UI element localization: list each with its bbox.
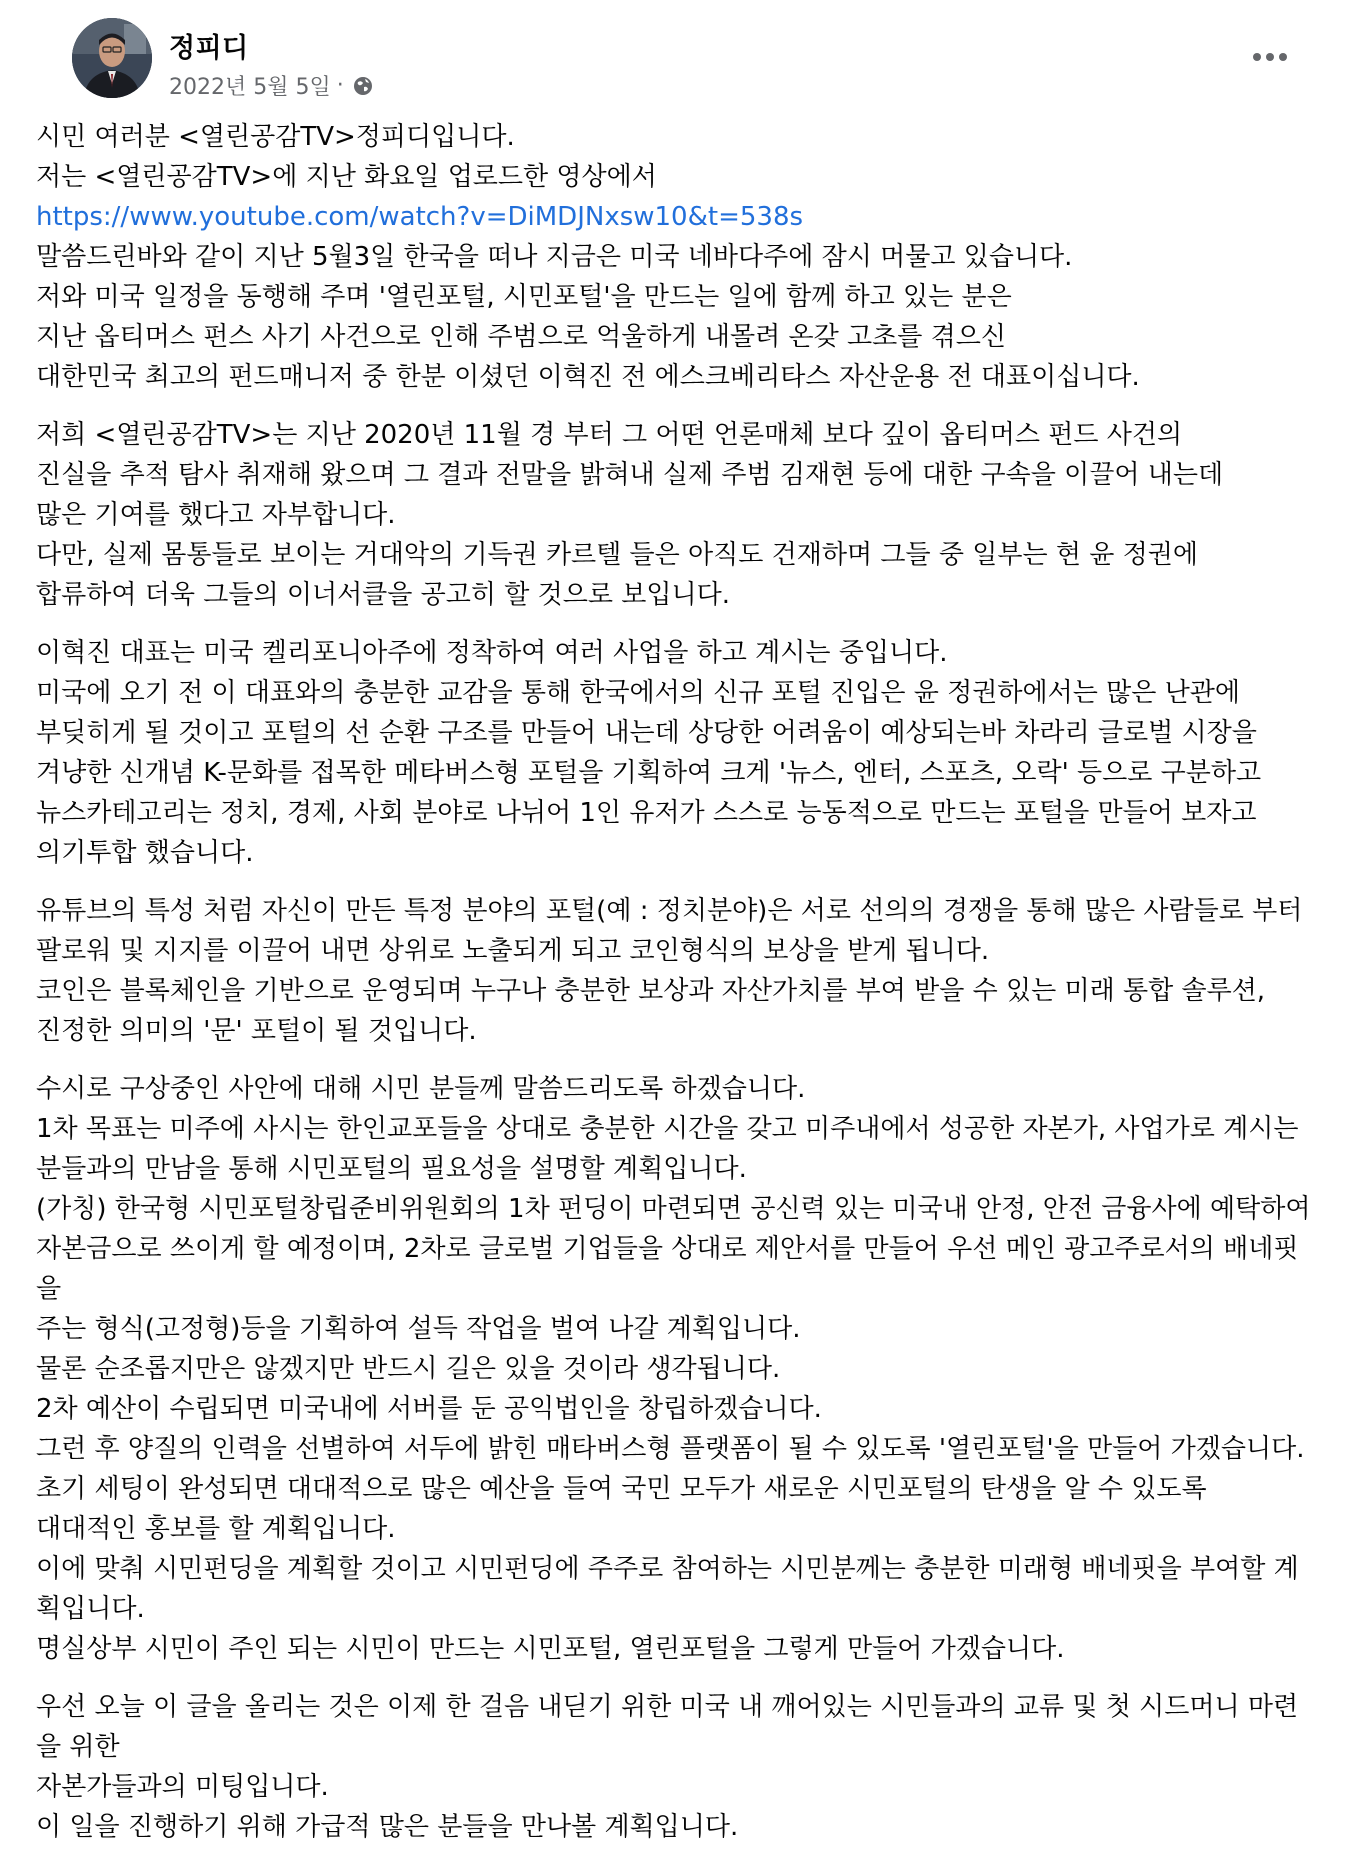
post-paragraph: [36, 633, 1336, 873]
post-text-line: 저는 <열린공감TV>에 지난 화요일 업로드한 영상에서: [36, 162, 657, 192]
post-text-line: 초기 세팅이 완성되면 대대적으로 많은 예산을 들여 국민 모두가 새로운 시민포털의 탄생을 알 수 있도록: [36, 1474, 1207, 1504]
more-options-icon: [1252, 52, 1288, 62]
post-text-line: 을 위한: [36, 1732, 120, 1762]
post-text-line: 시민 여러분 <열린공감TV>정피디입니다.: [36, 122, 515, 152]
author-name[interactable]: 정피디: [169, 33, 249, 64]
post-text-line: 획입니다.: [36, 1594, 145, 1624]
post-text-line: 의기투합 했습니다.: [36, 838, 254, 868]
post-text-line: 주는 형식(고정형)등을 기획하여 설득 작업을 벌여 나갈 계획입니다.: [36, 1314, 801, 1344]
post-text-line: 자본가들과의 미팅입니다.: [36, 1772, 329, 1802]
post-text-line: 1차 목표는 미주에 사시는 한인교포들을 상대로 충분한 시간을 갖고 미주내에서 성공한 자본가, 사업가로 계시는: [36, 1114, 1299, 1144]
post-text-line: 이혁진 대표는 미국 켈리포니아주에 정착하여 여러 사업을 하고 계시는 중입니다.: [36, 638, 948, 668]
avatar[interactable]: [72, 18, 152, 98]
post-text-line: 지난 옵티머스 펀스 사기 사건으로 인해 주범으로 억울하게 내몰려 온갖 고초를 겪으신: [36, 322, 1006, 352]
post-header: [36, 0, 1328, 110]
post-text-line: 이에 맞춰 시민펀딩을 계획할 것이고 시민펀딩에 주주로 참여하는 시민분께는 충분한 미래형 배네핏을 부여할 계: [36, 1554, 1299, 1584]
post-paragraph: [36, 1069, 1336, 1669]
post-text-line: 저희 <열린공감TV>는 지난 2020년 11월 경 부터 그 어떤 언론매체 보다 깊이 옵티머스 펀드 사건의: [36, 420, 1183, 450]
post-text-line: 겨냥한 신개념 K-문화를 접목한 메타버스형 포털을 기획하여 크게 '뉴스, 엔터, 스포츠, 오락' 등으로 구분하고: [36, 758, 1262, 788]
post-body: [36, 117, 1336, 1865]
post-text-line: 진실을 추적 탐사 취재해 왔으며 그 결과 전말을 밝혀내 실제 주범 김재현 등에 대한 구속을 이끌어 내는데: [36, 460, 1224, 490]
post-text-line: 명실상부 시민이 주인 되는 시민이 만드는 시민포털, 열린포털을 그렇게 만들어 가겠습니다.: [36, 1634, 1065, 1664]
post-paragraph: [36, 891, 1336, 1051]
post-text-line: 많은 기여를 했다고 자부합니다.: [36, 500, 396, 530]
post-paragraph: [36, 415, 1336, 615]
post-text-line: 대한민국 최고의 펀드매니저 중 한분 이셨던 이혁진 전 에스크베리타스 자산운용 전 대표이십니다.: [36, 362, 1140, 392]
post-text-line: 대대적인 홍보를 할 계획입니다.: [36, 1514, 396, 1544]
post-text-line: 부딪히게 될 것이고 포털의 선 순환 구조를 만들어 내는데 상당한 어려움이 예상되는바 차라리 글로벌 시장을: [36, 718, 1257, 748]
globe-icon[interactable]: [352, 75, 374, 97]
post-text-line: 다만, 실제 몸통들로 보이는 거대악의 기득권 카르텔 들은 아직도 건재하며 그들 중 일부는 현 윤 정권에: [36, 540, 1198, 570]
post-text-line: 우선 오늘 이 글을 올리는 것은 이제 한 걸음 내딛기 위한 미국 내 깨어있는 시민들과의 교류 및 첫 시드머니 마련: [36, 1692, 1299, 1722]
post-meta: [169, 70, 374, 101]
post-text-line: 진정한 의미의 '문' 포털이 될 것입니다.: [36, 1016, 477, 1046]
post-text-line: 을: [36, 1274, 62, 1304]
post-link[interactable]: https://www.youtube.com/watch?v=DiMDJNxsw10&t=538s: [36, 202, 804, 232]
post-text-line: (가칭) 한국형 시민포털창립준비위원회의 1차 펀딩이 마련되면 공신력 있는 미국내 안정, 안전 금융사에 예탁하여: [36, 1194, 1311, 1224]
post-text-line: 수시로 구상중인 사안에 대해 시민 분들께 말씀드리도록 하겠습니다.: [36, 1074, 806, 1104]
post-text-line: 유튜브의 특성 처럼 자신이 만든 특정 분야의 포털(예 : 정치분야)은 서로 선의의 경쟁을 통해 많은 사람들로 부터: [36, 896, 1303, 926]
post-text-line: 뉴스카테고리는 정치, 경제, 사회 분야로 나뉘어 1인 유저가 스스로 능동적으로 만드는 포털을 만들어 보자고: [36, 798, 1257, 828]
post-text-line: 팔로워 및 지지를 이끌어 내면 상위로 노출되게 되고 코인형식의 보상을 받게 됩니다.: [36, 936, 990, 966]
post-text-line: 이 일을 진행하기 위해 가급적 많은 분들을 만나볼 계획입니다.: [36, 1812, 739, 1842]
post-text-line: 그런 후 양질의 인력을 선별하여 서두에 밝힌 매타버스형 플랫폼이 될 수 있도록 '열린포털'을 만들어 가겠습니다.: [36, 1434, 1305, 1464]
more-options-button[interactable]: [1248, 42, 1292, 72]
post-paragraph: [36, 1687, 1336, 1847]
post-paragraph: [36, 117, 1336, 397]
post-text-line: 말씀드린바와 같이 지난 5월3일 한국을 떠나 지금은 미국 네바다주에 잠시 머물고 있습니다.: [36, 242, 1073, 272]
post-text-line: 물론 순조롭지만은 않겠지만 반드시 길은 있을 것이라 생각됩니다.: [36, 1354, 781, 1384]
post-text-line: 2차 예산이 수립되면 미국내에 서버를 둔 공익법인을 창립하겠습니다.: [36, 1394, 822, 1424]
post-text-line: 코인은 블록체인을 기반으로 운영되며 누구나 충분한 보상과 자산가치를 부여 받을 수 있는 미래 통합 솔루션,: [36, 976, 1266, 1006]
post-text-line: 합류하여 더욱 그들의 이너서클을 공고히 할 것으로 보입니다.: [36, 580, 731, 610]
post-text-line: 미국에 오기 전 이 대표와의 충분한 교감을 통해 한국에서의 신규 포털 진입은 윤 정권하에서는 많은 난관에: [36, 678, 1240, 708]
post-text-line: 저와 미국 일정을 동행해 주며 '열린포털, 시민포털'을 만드는 일에 함께 하고 있는 분은: [36, 282, 1012, 312]
avatar-photo: [72, 18, 152, 98]
meta-separator: ·: [336, 73, 344, 98]
post-text-line: 분들과의 만남을 통해 시민포털의 필요성을 설명할 계획입니다.: [36, 1154, 747, 1184]
post-text-line: 자본금으로 쓰이게 할 예정이며, 2차로 글로벌 기업들을 상대로 제안서를 만들어 우선 메인 광고주로서의 배네핏: [36, 1234, 1299, 1264]
post-date[interactable]: 2022년 5월 5일: [169, 75, 331, 100]
